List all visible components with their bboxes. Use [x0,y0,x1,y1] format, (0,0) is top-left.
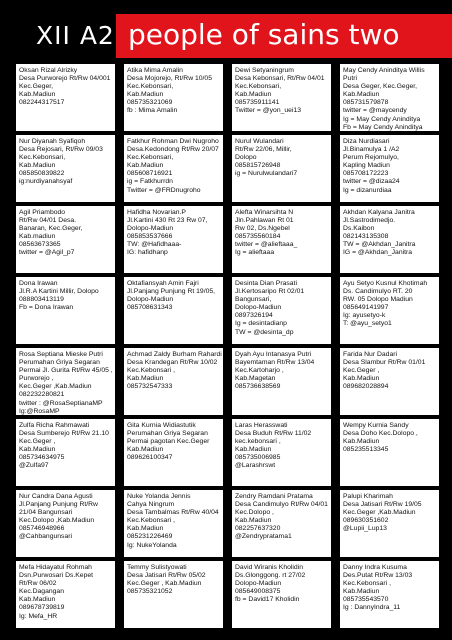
title-underline [116,58,452,62]
student-info: Zulfa Richa Rahmawati Desa Sumberejo Rt/Rw 21.10 Kec.Geger , Kab.Madiun 085734634975 @Zulfa97 [19,422,109,470]
student-info: Nur Diyanah Syafiqoh Desa Rejosari, Rt/Rw 09/03 Kec.Kebonsari, Kab.Madiun 085850839822 ig:nurdiyanahsyaf [19,138,103,186]
student-info: Akhdan Kalyana Janitra Jl.Sastrodimedjo. Ds.Kaibon 082143135308 TW = @Akhdan_Janitra IG = @Akhdan_Janitra [343,209,416,257]
student-info: Zendry Ramdani Pratama Desa Candimulyo Rt/Rw 04/01 Kec.Dolopo , Kab.Madiun 082257637320 @Zendrypratama1 [235,493,328,541]
student-card [340,419,439,486]
student-directory-grid [0,64,452,640]
student-info: Atika Mima Amalin Desa Mojorejo, Rt/Rw 10/05 Kec.Kebonsari, Kab.Madiun 085735321069 fb : Mima Amalin [127,67,212,115]
student-card [124,490,223,557]
student-card [232,277,331,344]
student-info: Danny Indra Kusuma Des.Putat Rt/Rw 13/03 Kec.Kebonsari , Kab.Madiun 085735543570 Ig : DannyIndra_11 [343,564,413,612]
student-info: Rosa Septiana Mieske Putri Perumahan Griya Segaran Permai Jl. Gurita Rt/Rw 45/05 , Purworejo , Kec.Geger ,Kab.Madiun 082232280821 twitter : @RosaSeptianaMP Ig:@RosaMP [19,351,113,415]
student-card [232,206,331,273]
student-info: Fatkhur Rohman Dwi Nugroho Desa.Kedondong Rt/Rw 20/07 Kec.Kebonsari, Kab.Madiun 085608716921 ig = Fatkhurrdn Twitter = @FRDnugroho [127,138,219,194]
page-title: people of sains two [128,18,400,51]
student-card [340,348,439,415]
student-card [340,135,439,202]
student-card [124,206,223,273]
student-info: Dyah Ayu Intanasya Putri Bayemtaman Rt/Rw 13/04 Kec.Kartoharjo , Kab.Magetan 085736638569 [235,351,315,391]
student-card [232,135,331,202]
student-card [232,348,331,415]
student-info: Wempy Kurnia Sandy Desa Doho Kec.Dolopo , Kab.Madiun 085235513345 [343,422,418,454]
student-card [340,277,439,344]
student-card [16,64,115,131]
student-info: Alefta Winarsihta N Jln.Pahlawan Rt 01 Rw 02, Ds.Ngebel 085735560184 twitter = @alieftaaa_ Ig = alieftaaa [235,209,298,257]
student-info: Mefa Hidayatul Rohmah Dsn.Purwosari Ds.Kepet Rt/Rw 06/02 Kec.Dagangan Kab.Madiun 089678739819 Ig: Mefa_HR [19,564,94,620]
student-info: Oktafiansyah Amin Fajri Jl.Panjang Punjung Rt 19/05, Dolopo-Madiun 085708631343 [127,280,216,312]
student-info: Laras Herasswati Desa Buduh Rt/Rw 11/02 kec.kebonsari , Kab.Madiun 085735006985 @Larashrswt [235,422,312,470]
class-label: XII A2 [36,21,115,50]
student-info: Farida Nur Dadari Desa Slambur Rt/Rw 01/01 Kec.Geger , Kab.Madiun 089682028894 [343,351,426,391]
student-card [16,277,115,344]
student-card [124,419,223,486]
student-info: Hafidha Novarian.P Jl.Kartini 430 Rt 23 Rw 07, Dolopo-Madiun 085853537666 TW: @Hafidhaaa- IG: hafidhanp [127,209,208,257]
student-card [124,348,223,415]
student-info: Dona Irawan Jl.R.A Kartini Millir, Dolopo 088803413119 Fb = Dona Irawan [19,280,99,312]
student-info: Ayu Setyo Kusnul Khotimah Ds. Candimulyo RT. 20 RW. 05 Dolopo Madiun 085649141997 Ig: ayusetyo-k T: @ayu_setyo1 [343,280,428,328]
student-card [232,419,331,486]
student-card [16,490,115,557]
student-info: Nurul Wulandari Rt/Rw 22/06, Millir, Dolopo 085815726948 ig = Nurulwulandari7 [235,138,298,178]
student-card [16,561,115,628]
student-card [340,490,439,557]
student-info: Desinta Dian Prasati Jl.Kertosaripo Rt 02/01 Bangunsari, Dolopo-Madiun 0897326194 Ig = desintadianp TW = @desinta_dp [235,280,305,336]
student-card [232,561,331,628]
student-info: Palupi Kharimah Desa Jatisari Rt/Rw 19/05 Kec.Geger ,Kab.Madiun 089630351602 @Lupii_Lup13 [343,493,422,533]
student-card [340,206,439,273]
student-card [124,135,223,202]
student-info: Nur Candra Dana Agusti Jl.Panjang Punjung Rt/Rw 21/04 Bangunsari Kec.Dolopo ,Kab.Madiun 085746948966 @Cahbangunsari [19,493,98,541]
student-info: Agil Priambodo Rt/Rw 04/01 Desa. Banaran, Kec.Geger, Kab.madiun 08563673365 twitter = @Agil_p7 [19,209,83,257]
student-card [16,135,115,202]
student-card [124,561,223,628]
student-card [16,419,115,486]
student-card [124,64,223,131]
student-card [232,64,331,131]
student-info: Temmy Sulistyowati Desa Jatisari Rt/Rw 05/02 Kec.Geger , Kab.Madiun 085735321052 [127,564,206,596]
student-card [124,277,223,344]
student-card [16,206,115,273]
student-info: May Cendy Aninditya Willis Putri Desa Geger, Kec.Geger, Kab.Madiun 085731579878 twitter = @maycendy Ig = May Cendy Aninditya Fb = May Cendy Aninditya [343,67,425,131]
student-info: Oksan Rizal Alrizky Desa Purworejo Rt/Rw 04/001 Kec.Geger, Kab.Madiun 082244317517 [19,67,111,107]
page-header [0,0,452,58]
student-info: Dewi Setyaningrum Desa Kebonsari, Rt/Rw 04/01 Kec.Kebonsari, Kab.Madiun 085735911141 Twitter = @yon_uei13 [235,67,325,115]
student-info: Achmad Zaldy Burham Rahardi Desa Krandegan Rt/Rw 10/02 Kec.Kebonsari , Kab.Madiun 085732547333 [127,351,222,391]
student-card [340,64,439,131]
student-info: Diza Nurdiasari Jl.Binamulya 1 /A2 Perum Rejomulyo, Kapling Madiun 085708172223 twitter = @dizaa24 Ig = dizanurdiaa [343,138,400,194]
student-info: Nuke Yolanda Jennis Cahya Ningrum Desa Tambalmas Rt/Rw 40/04 Kec.Kebonsari , Kab.Madiun 085231226469 Ig: NukeYolanda [127,493,219,549]
title-banner [116,14,452,58]
student-card [232,490,331,557]
student-info: Gita Kurnia Widiastutik Perumahan Griya Segaran Permai pagotan Kec.Geger Kab.Madiun 089626100347 [127,422,210,462]
student-card [340,561,439,628]
student-info: David Wiranis Kholidin Ds.Glonggong. rt 27/02 Dolopo-Madiun 085649008375 fb = David17 Kholidin [235,564,306,604]
student-card [16,348,115,415]
